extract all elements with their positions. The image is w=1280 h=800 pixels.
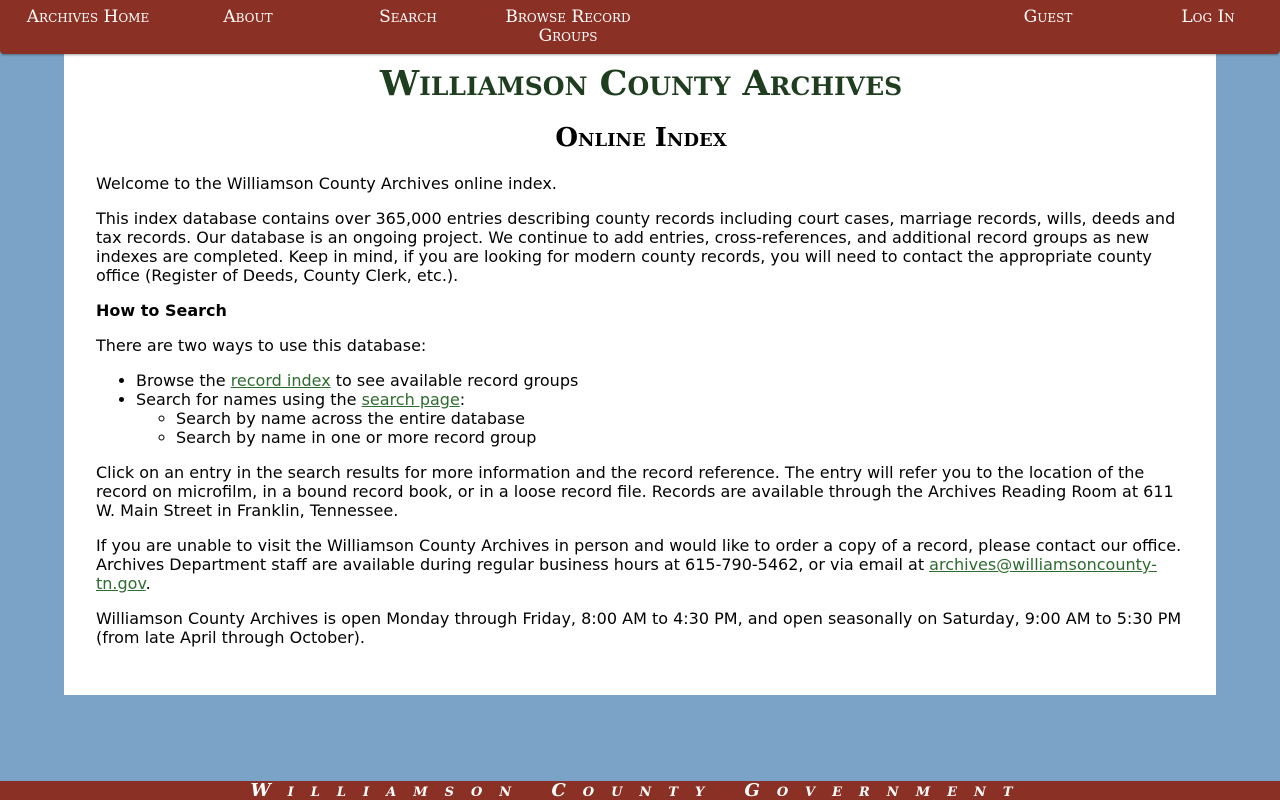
contact-paragraph xyxy=(96,536,1186,593)
nav-archives-home-link[interactable]: Archives Home xyxy=(26,7,150,27)
main-content-panel xyxy=(64,34,1216,695)
hours-paragraph: Williamson County Archives is open Monday through Friday, 8:00 AM to 4:30 PM, and open seasonally on Saturday, 9:00 AM to 5:30 PM (from late April through October). xyxy=(96,609,1182,647)
top-navigation-bar xyxy=(0,0,1280,54)
how-to-search-heading: How to Search xyxy=(96,301,227,320)
intro-paragraph: This index database contains over 365,000 entries describing county records including court cases, marriage records, wills, deeds and tax records. Our database is an ongoing project. We continue to add entries, cross-references, and additional record groups as new indexes are completed. Keep in mind, if you are looking for modern county records, you will need to contact the appropriate county office (Register of Deeds, County Clerk, etc.). xyxy=(96,209,1176,285)
search-prefix-text: Search for names using the xyxy=(136,390,362,409)
nav-browse-record-groups-link[interactable]: Browse Record Groups xyxy=(505,7,631,46)
page-subtitle: Online Index xyxy=(555,123,727,153)
welcome-paragraph: Welcome to the Williamson County Archives online index. xyxy=(96,174,557,193)
click-entry-paragraph: Click on an entry in the search results for more information and the record reference. The entry will refer you to the location of the record on microfilm, in a bound record book, or in a loose record file. Records are available through the Archives Reading Room at 611 W. Main Street in Franklin, Tennessee. xyxy=(96,463,1174,520)
list-item-browse xyxy=(136,371,1186,390)
nav-search-link[interactable]: Search xyxy=(379,7,437,27)
contact-suffix-text: . xyxy=(145,574,151,593)
browse-suffix-text: to see available record groups xyxy=(330,371,579,390)
footer-banner: Williamson County Government xyxy=(0,781,1280,800)
email-link[interactable]: archives@williamsoncounty-tn.gov xyxy=(96,555,1157,593)
nav-about-link[interactable]: About xyxy=(223,7,273,27)
list-item-search xyxy=(136,390,1186,447)
record-index-link[interactable]: record index xyxy=(230,371,331,390)
two-ways-paragraph: There are two ways to use this database: xyxy=(96,336,427,355)
contact-prefix-text: If you are unable to visit the Williamson County Archives in person and would like to order a copy of a record, please contact our office. Archives Department staff are available during regular business hours at 615-790-5462, or via email at xyxy=(96,536,1182,574)
search-suffix-text: : xyxy=(459,390,466,409)
sub-list-item: ◦ Search by name across the entire database xyxy=(176,409,1186,428)
nav-guest-link[interactable]: Guest xyxy=(1023,7,1073,27)
search-methods-list xyxy=(96,371,1186,447)
sub-list-item: ◦ Search by name in one or more record group xyxy=(176,428,1186,447)
body-text xyxy=(96,174,1186,663)
nav-log-in-link[interactable]: Log In xyxy=(1181,7,1235,27)
page-title: Williamson County Archives xyxy=(379,63,903,104)
search-page-link[interactable]: search page xyxy=(361,390,460,409)
browse-prefix-text: Browse the xyxy=(136,371,231,390)
search-sub-list xyxy=(136,409,1186,447)
